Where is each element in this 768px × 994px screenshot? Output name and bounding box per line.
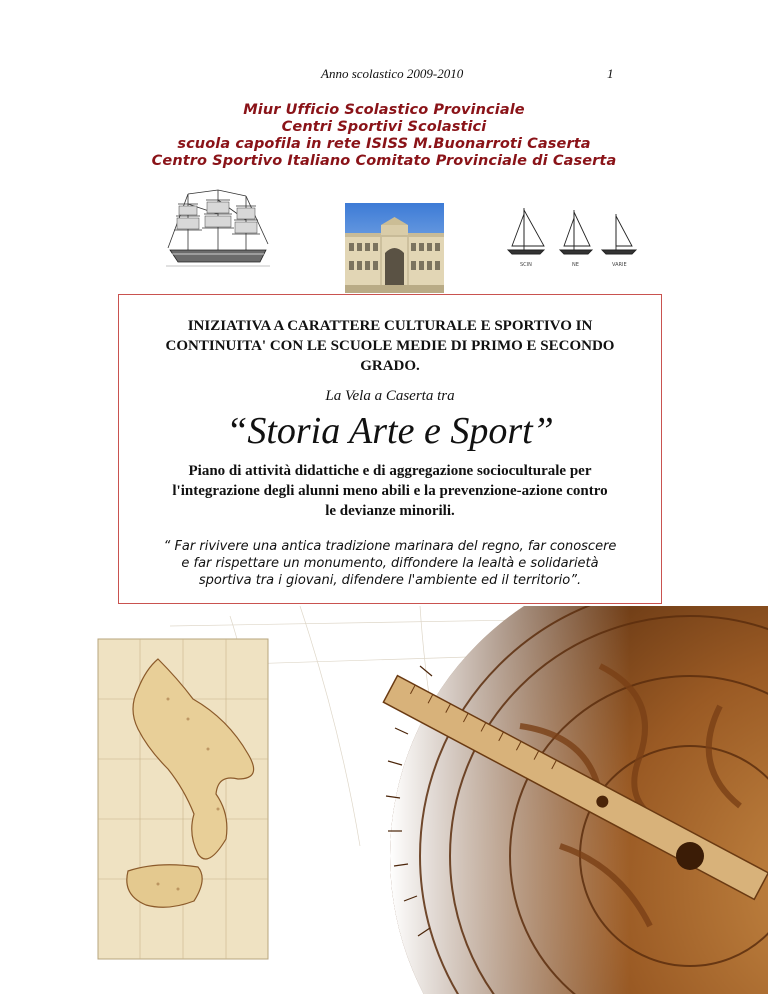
project-title: “Storia Arte e Sport” bbox=[226, 410, 554, 452]
school-year: Anno scolastico 2009-2010 bbox=[321, 66, 464, 81]
quote-line-2: e far rispettare un monumento, diffondere la lealtà e solidarietà bbox=[181, 556, 599, 571]
royal-palace-photo bbox=[345, 203, 444, 293]
project-subtitle: La Vela a Caserta tra bbox=[325, 388, 455, 404]
plan-line-3: le devianze minorili. bbox=[325, 503, 455, 519]
org-line-csi: Centro Sportivo Italiano Comitato Provinciale di Caserta bbox=[151, 153, 617, 169]
sailing-ship-illustration bbox=[166, 188, 270, 270]
quote-line-3: sportiva tra i giovani, difendere l'ambiente ed il territorio”. bbox=[198, 573, 582, 588]
org-line-scuola-capofila: scuola capofila in rete ISISS M.Buonarroti Caserta bbox=[177, 136, 591, 152]
boat-label-scin: SCIN bbox=[520, 262, 532, 268]
sailboat-classes-diagram bbox=[500, 204, 648, 274]
map-astrolabe-collage bbox=[0, 606, 768, 994]
initiative-heading bbox=[119, 316, 661, 376]
plan-line-2: l'integrazione degli alunni meno abili e la prevenzione-azione contro bbox=[172, 483, 608, 499]
plan-line-1: Piano di attività didattiche e di aggregazione socioculturale per bbox=[188, 463, 592, 479]
quote-line-1: “ Far rivivere una antica tradizione marinara del regno, far conoscere bbox=[163, 539, 617, 554]
page-header bbox=[0, 66, 768, 82]
boat-label-varie: VARIE bbox=[612, 262, 627, 268]
org-line-centri-sportivi: Centri Sportivi Scolastici bbox=[281, 119, 487, 135]
boat-label-ne: NE bbox=[572, 262, 579, 268]
organizations-block bbox=[0, 102, 768, 170]
plan-description bbox=[119, 461, 661, 521]
mission-quote bbox=[119, 538, 661, 589]
project-box bbox=[118, 294, 662, 604]
org-line-miur: Miur Ufficio Scolastico Provinciale bbox=[243, 102, 525, 118]
initiative-line-1: INIZIATIVA A CARATTERE CULTURALE E SPORTIVO IN bbox=[187, 318, 593, 334]
initiative-line-3: GRADO. bbox=[360, 358, 420, 374]
page-number: 1 bbox=[607, 66, 614, 81]
initiative-line-2: CONTINUITA' CON LE SCUOLE MEDIE DI PRIMO E SECONDO bbox=[165, 338, 615, 354]
